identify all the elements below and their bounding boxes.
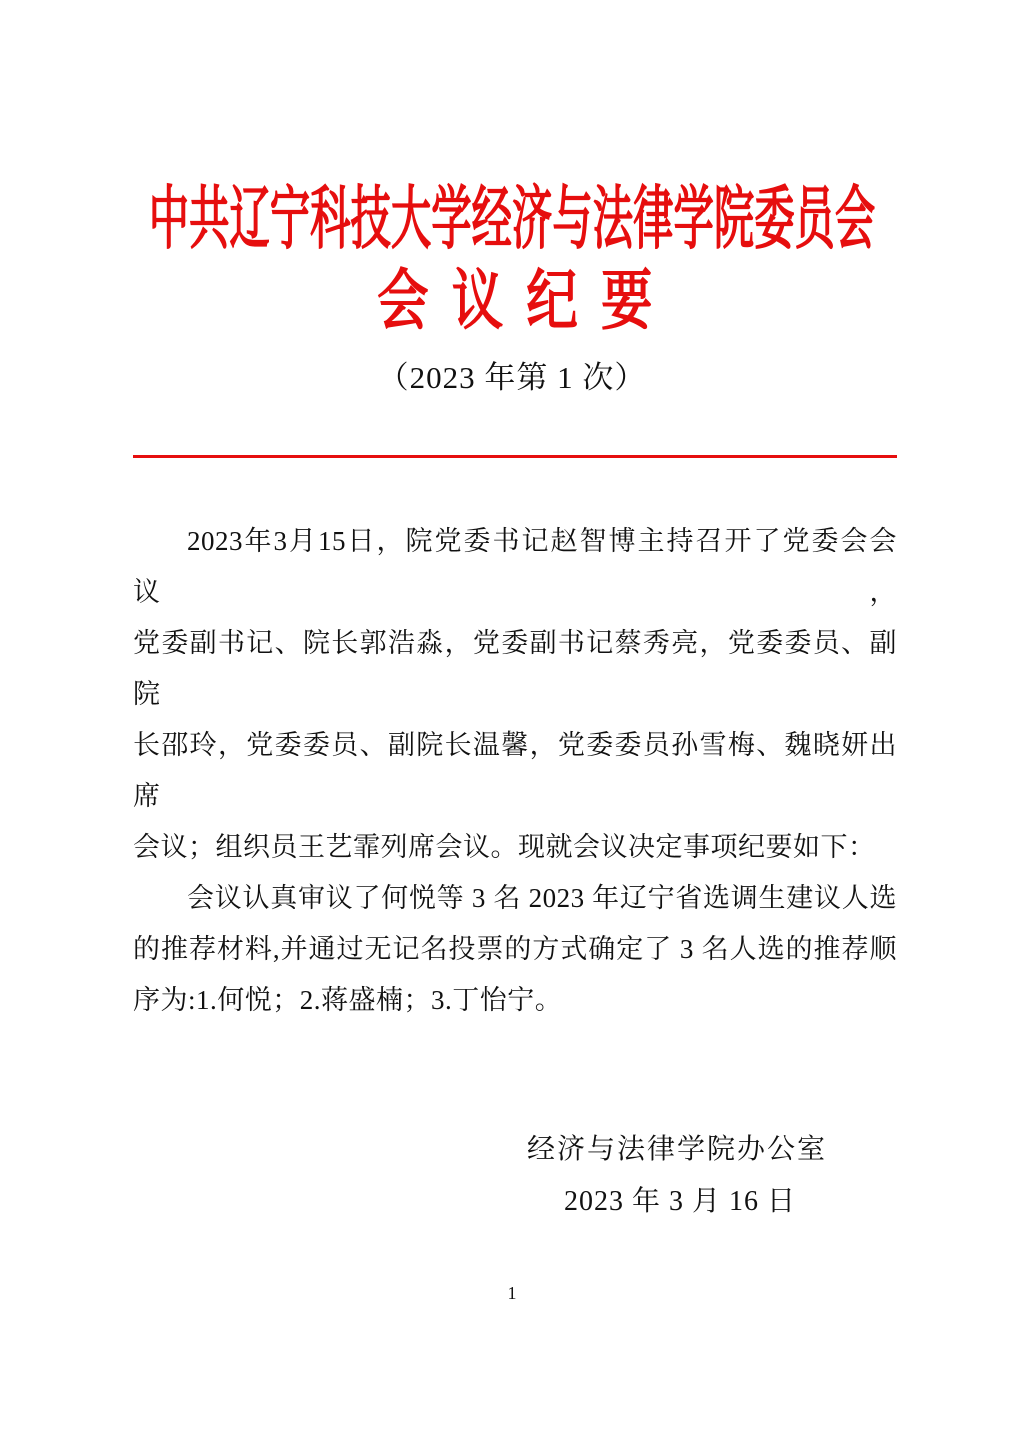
doc-title-row [0,264,1024,336]
session-number: （2023 年第 1 次） [377,360,647,395]
body-text-line: 会议认真审议了何悦等 3 名 2023 年辽宁省选调生建议人选 [187,883,897,913]
letterhead [0,0,1024,256]
document-body [133,516,897,1026]
body-text-line: 序为:1.何悦；2.蒋盛楠；3.丁怡宁。 [133,985,563,1015]
body-text-line: 的推荐材料,并通过无记名投票的方式确定了 3 名人选的推荐顺 [133,934,897,964]
doc-title: 会议纪要 [377,263,677,337]
red-divider-line [133,455,897,458]
body-text-line: 会议；组织员王艺霏列席会议。现就会议决定事项纪要如下： [133,832,876,862]
body-text-line: 2023年3月15日，院党委书记赵智博主持召开了党委会会议， [133,526,897,607]
page-number: 1 [507,1283,517,1303]
signature-block [0,1124,1024,1228]
signature-date: 2023 年 3 月 16 日 [563,1186,796,1217]
signature-office: 经济与法律学院办公室 [526,1134,827,1165]
org-title: 中共辽宁科技大学经济与法律学院委员会 [148,180,876,257]
body-text-line: 长邵玲，党委委员、副院长温馨，党委委员孙雪梅、魏晓妍出席 [133,730,897,811]
body-text-line: 党委副书记、院长郭浩淼，党委副书记蔡秀亮，党委委员、副院 [133,628,897,709]
